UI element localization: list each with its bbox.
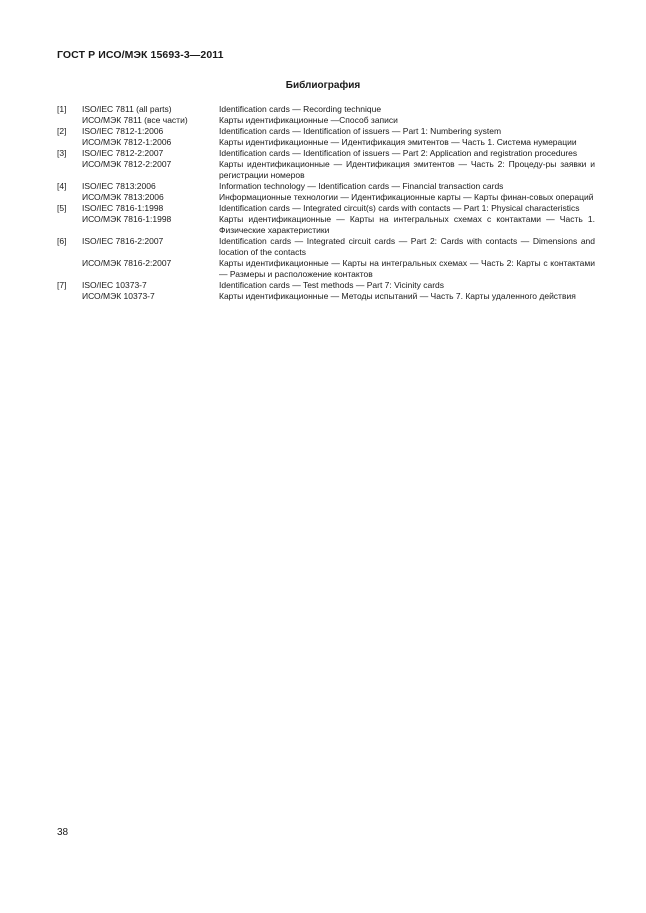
bibliography-list <box>57 104 595 302</box>
reference-title: Карты идентификационные — Методы испытаний — Часть 7. Карты удаленного действия <box>219 291 576 301</box>
reference-row <box>57 214 595 236</box>
reference-title: Identification cards — Identification of issuers — Part 2: Application and registration procedures <box>219 148 578 158</box>
bibliography-entry <box>57 104 595 126</box>
bibliography-entry <box>57 148 595 181</box>
reference-title: Карты идентификационные — Карты на интегральных схемах с контактами — Часть 1. Физические характеристики <box>219 214 595 235</box>
reference-standard: ИСО/МЭК 7812-1:2006 <box>82 137 172 147</box>
page-number: 38 <box>57 827 69 838</box>
reference-standard: ИСО/МЭК 10373-7 <box>82 291 155 301</box>
reference-row <box>57 104 595 115</box>
reference-number: [2] <box>57 126 67 136</box>
reference-title: Карты идентификационные — Идентификация эмитентов — Часть 2: Процеду-ры заявки и регистрации номеров <box>219 159 595 180</box>
reference-title: Карты идентификационные — Карты на интегральных схемах — Часть 2: Карты с контактами — Размеры и расположение контактов <box>219 258 595 279</box>
reference-standard: ИСО/МЭК 7811 (все части) <box>82 115 188 125</box>
reference-row <box>57 126 595 137</box>
reference-row <box>57 181 595 192</box>
reference-number: [7] <box>57 280 67 290</box>
reference-number: [3] <box>57 148 67 158</box>
reference-title: Карты идентификационные —Способ записи <box>219 115 398 125</box>
bibliography-entry <box>57 236 595 280</box>
reference-standard: ИСО/МЭК 7816-1:1998 <box>82 214 172 224</box>
reference-title: Information technology — Identification cards — Financial transaction cards <box>219 181 504 191</box>
reference-standard: ISO/IEC 7812-2:2007 <box>82 148 164 158</box>
reference-standard: ISO/IEC 10373-7 <box>82 280 147 290</box>
reference-row <box>57 137 595 148</box>
reference-standard: ISO/IEC 7813:2006 <box>82 181 156 191</box>
reference-title: Identification cards — Integrated circuit(s) cards with contacts — Part 1: Physical characteristics <box>219 203 580 213</box>
reference-standard: ISO/IEC 7812-1:2006 <box>82 126 164 136</box>
reference-title: Информационные технологии — Идентификационные карты — Карты финан-совых операций <box>219 192 594 202</box>
bibliography-entry <box>57 203 595 236</box>
reference-standard: ISO/IEC 7816-2:2007 <box>82 236 164 246</box>
reference-standard: ISO/IEC 7811 (all parts) <box>82 104 172 114</box>
section-title: Библиография <box>285 80 361 91</box>
reference-row <box>57 280 595 291</box>
reference-number: [6] <box>57 236 67 246</box>
reference-number: [4] <box>57 181 67 191</box>
bibliography-entry <box>57 181 595 203</box>
reference-title: Карты идентификационные — Идентификация эмитентов — Часть 1. Система нумерации <box>219 137 577 147</box>
reference-standard: ИСО/МЭК 7812-2:2007 <box>82 159 172 169</box>
reference-row <box>57 192 595 203</box>
reference-standard: ИСО/МЭК 7813:2006 <box>82 192 164 202</box>
document-header: ГОСТ Р ИСО/МЭК 15693-3—2011 <box>57 49 224 61</box>
bibliography-entry <box>57 126 595 148</box>
reference-standard: ИСО/МЭК 7816-2:2007 <box>82 258 172 268</box>
reference-title: Identification cards — Recording technique <box>219 104 382 114</box>
reference-number: [1] <box>57 104 67 114</box>
reference-title: Identification cards — Identification of issuers — Part 1: Numbering system <box>219 126 502 136</box>
reference-row <box>57 258 595 280</box>
reference-row <box>57 159 595 181</box>
reference-row <box>57 115 595 126</box>
reference-row <box>57 148 595 159</box>
reference-title: Identification cards — Test methods — Part 7: Vicinity cards <box>219 280 445 290</box>
reference-row <box>57 236 595 258</box>
bibliography-entry <box>57 280 595 302</box>
reference-number: [5] <box>57 203 67 213</box>
reference-row <box>57 203 595 214</box>
reference-row <box>57 291 595 302</box>
reference-title: Identification cards — Integrated circuit cards — Part 2: Cards with contacts — Dimensions and location of the contacts <box>219 236 595 257</box>
reference-standard: ISO/IEC 7816-1:1998 <box>82 203 164 213</box>
